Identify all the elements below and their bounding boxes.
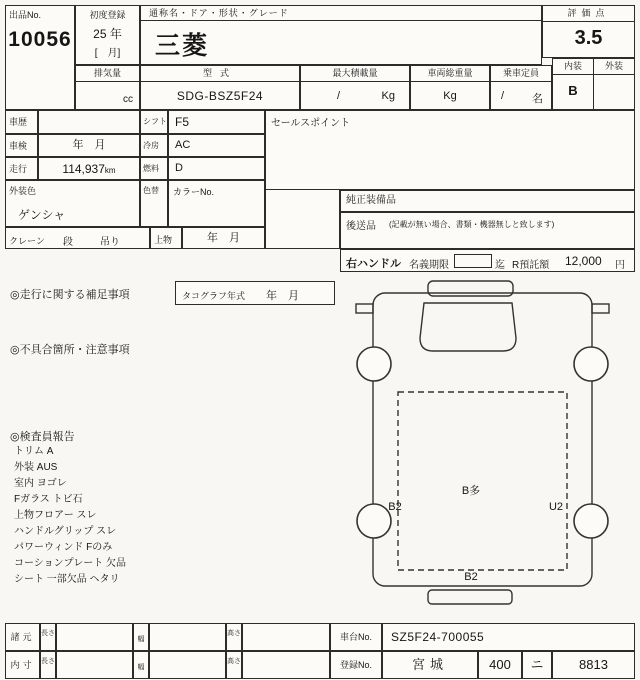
- width-label-inner: 幅: [133, 651, 149, 679]
- score-value: 3.5: [574, 27, 603, 49]
- model-code-label: 型式: [141, 66, 299, 82]
- inspector-item: シート 一部欠品 ヘタリ: [14, 574, 120, 585]
- capacity-cell: [490, 65, 552, 110]
- damage-mark-bottom: B2: [464, 571, 478, 583]
- capacity-slash: /: [501, 90, 505, 102]
- capacity-label: 乗車定員: [491, 66, 551, 82]
- displacement-label: 排気量: [76, 66, 139, 82]
- inner-dimensions-label: 内寸: [5, 651, 40, 679]
- history-value: [38, 110, 140, 134]
- damage-mark-right: U2: [548, 501, 564, 513]
- max-load-label: 最大積載量: [301, 66, 409, 82]
- later-shipment-label: 後送品: [346, 221, 376, 232]
- score-cell: [542, 5, 635, 58]
- dimensions-label: 諸元: [5, 623, 40, 651]
- exterior-color-cell: [5, 180, 140, 227]
- mileage-note-title: ◎走行に関する補足事項: [10, 289, 130, 301]
- damage-mark-left: B2: [388, 501, 402, 513]
- inspector-item: 室内 ヨゴレ: [14, 478, 67, 489]
- inspector-report-list: [14, 444, 244, 588]
- recolor-label: 色替: [140, 180, 168, 227]
- name-limit-label: 名義期限: [409, 260, 449, 271]
- windshield: [420, 303, 516, 351]
- displacement-value: cc: [123, 94, 133, 105]
- max-load-cell: [300, 65, 410, 110]
- inspector-item: ハンドルグリップ スレ: [14, 526, 117, 537]
- ac-value: AC: [168, 134, 265, 157]
- crane-tsuri-label: 吊り: [100, 237, 120, 248]
- max-load-unit: Kg: [381, 90, 395, 102]
- damage-mark-center: B多: [461, 485, 481, 497]
- handle-deposit-row: [340, 249, 635, 272]
- score-label: 評価点: [543, 6, 634, 22]
- fuel-value: D: [168, 157, 265, 180]
- gross-weight-label: 車両総重量: [411, 66, 489, 82]
- model-code-value: SDG-BSZ5F24: [176, 89, 264, 103]
- crane-label: クレーン: [9, 236, 45, 246]
- right-mirror-icon: [592, 304, 609, 313]
- exterior-color-value: ゲンシャ: [18, 208, 66, 222]
- inspection-label: 車検: [5, 134, 38, 157]
- chassis-no-label: 車台No.: [330, 623, 382, 651]
- maker-cell: [140, 21, 542, 65]
- mileage-label: 走行: [5, 157, 38, 180]
- tachograph-value: 年 月: [266, 290, 299, 302]
- front-bumper: [428, 281, 513, 296]
- color-no-label: カラーNo.: [173, 187, 215, 197]
- inspector-item: トリム A: [14, 446, 54, 457]
- name-limit-box: [454, 254, 492, 268]
- width-value-outer: [149, 623, 226, 651]
- upper-body-label: 上物: [150, 227, 182, 249]
- first-registration-year: 25 年: [93, 27, 122, 41]
- exhibit-no-label: 出品No.: [9, 10, 42, 20]
- crane-dan-label: 段: [63, 237, 73, 248]
- left-mirror-icon: [356, 304, 373, 313]
- deposit-value: 12,000: [565, 254, 602, 268]
- mileage-value: 114,937: [62, 162, 105, 176]
- tachograph-cell: [175, 281, 335, 305]
- model-code-cell: [140, 65, 300, 110]
- height-label-inner: 高さ: [226, 651, 242, 679]
- rear-left-wheel: [357, 504, 391, 538]
- sales-point-cell: [265, 110, 635, 190]
- upper-body-value: 年 月: [182, 227, 265, 249]
- registration-kana: ニ: [522, 651, 552, 679]
- interior-label: 内装: [553, 59, 594, 75]
- deposit-label: R預託額: [512, 260, 550, 271]
- first-registration-month: [ 月]: [94, 48, 121, 59]
- genuine-equipment-cell: 純正装備品: [340, 190, 635, 212]
- first-registration-label: 初度登録: [89, 10, 126, 20]
- front-left-wheel: [357, 347, 391, 381]
- later-shipment-note: (記載が無い場合、書類・機器無しと致します): [389, 220, 555, 229]
- length-value-inner: [56, 651, 133, 679]
- exterior-color-label: 外装色: [9, 186, 37, 196]
- max-load-slash: /: [337, 90, 341, 102]
- inspector-title: ◎検査員報告: [10, 431, 75, 443]
- shift-label: シフト: [140, 110, 168, 134]
- tachograph-label: タコグラフ年式: [182, 291, 246, 301]
- truck-body-outline: [373, 293, 592, 586]
- height-label-outer: 高さ: [226, 623, 242, 651]
- inspector-item: 外装 AUS: [14, 462, 58, 473]
- defect-title: ◎不具合箇所・注意事項: [10, 344, 130, 356]
- fuel-label: 燃料: [140, 157, 168, 180]
- front-right-wheel: [574, 347, 608, 381]
- cargo-bed: [398, 392, 567, 570]
- gross-weight-cell: [410, 65, 490, 110]
- width-value-inner: [149, 651, 226, 679]
- ac-label: 冷房: [140, 134, 168, 157]
- length-label-inner: 長さ: [40, 651, 56, 679]
- mileage-unit: km: [104, 166, 116, 175]
- rear-bumper: [428, 590, 512, 604]
- deposit-unit: 円: [615, 260, 625, 271]
- registration-number: 8813: [552, 651, 635, 679]
- registration-class: 400: [478, 651, 522, 679]
- capacity-unit: 名: [532, 93, 543, 105]
- height-value-inner: [242, 651, 330, 679]
- steering-position: 右ハンドル: [346, 258, 401, 270]
- rear-right-wheel: [574, 504, 608, 538]
- sales-point-extension: [265, 190, 340, 249]
- displacement-cell: [75, 65, 140, 110]
- exhibit-no-value: 10056: [8, 28, 72, 51]
- width-label-outer: 幅: [133, 623, 149, 651]
- registration-region: 宮城: [382, 651, 478, 679]
- interior-exterior-cell: [552, 58, 635, 110]
- sales-point-label: セールスポイント: [271, 118, 351, 129]
- later-shipment-cell: [340, 212, 635, 249]
- inspector-item: コーションプレート 欠品: [14, 558, 126, 569]
- inspection-value: 年 月: [38, 134, 140, 157]
- shift-value: F5: [168, 110, 265, 134]
- truck-diagram: [343, 272, 635, 616]
- gross-weight-value: Kg: [443, 90, 457, 102]
- inspector-item: Fガラス トビ石: [14, 494, 83, 505]
- maker-name: 三菱: [155, 32, 210, 60]
- inspector-item: パワーウィンド Fのみ: [14, 542, 113, 553]
- mileage-value-cell: [38, 157, 140, 180]
- name-limit-until: 迄: [495, 260, 505, 271]
- inspector-item: 上物フロアー スレ: [14, 510, 97, 521]
- height-value-outer: [242, 623, 330, 651]
- registration-no-label: 登録No.: [330, 651, 382, 679]
- chassis-no-value: SZ5F24-700055: [382, 623, 635, 651]
- history-label: 車歴: [5, 110, 38, 134]
- length-label-outer: 長さ: [40, 623, 56, 651]
- exhibit-no-cell: [5, 5, 75, 110]
- crane-cell: [5, 227, 150, 249]
- length-value-outer: [56, 623, 133, 651]
- first-registration-cell: [75, 5, 140, 65]
- color-no-cell: [168, 180, 265, 227]
- exterior-label: 外装: [594, 59, 634, 75]
- exterior-grade: [594, 75, 634, 109]
- interior-grade: B: [553, 75, 594, 109]
- vehicle-title-header: 通称名・ドア・形状・グレード: [140, 5, 542, 21]
